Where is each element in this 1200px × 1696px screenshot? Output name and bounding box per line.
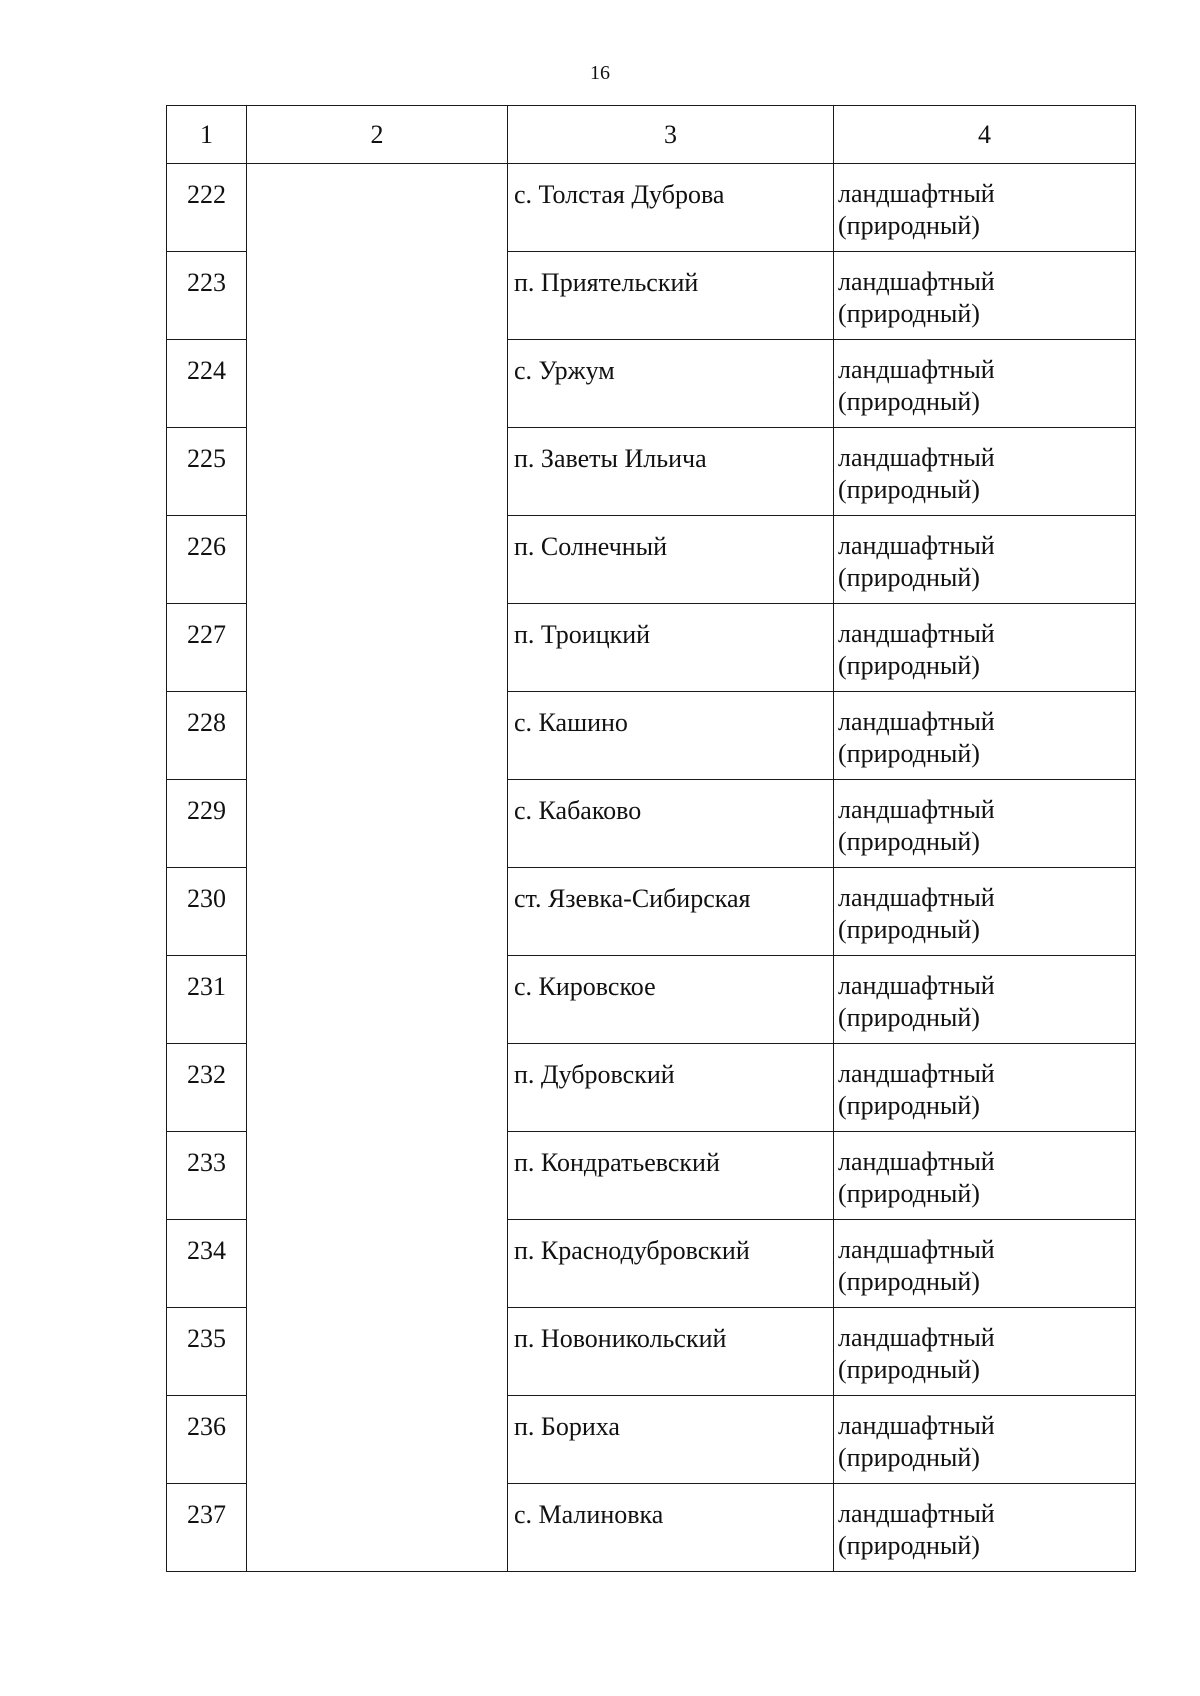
settlement-name: с. Кабаково xyxy=(508,780,834,868)
settlement-name: ст. Язевка-Сибирская xyxy=(508,868,834,956)
landscape-type-line-1: ландшафтный xyxy=(838,267,995,296)
settlement-name: п. Новоникольский xyxy=(508,1308,834,1396)
landscape-type-line-2: (природный) xyxy=(838,1531,980,1560)
landscape-type-line-1: ландшафтный xyxy=(838,619,995,648)
landscape-type-line-2: (природный) xyxy=(838,1267,980,1296)
landscape-type-line-1: ландшафтный xyxy=(838,1147,995,1176)
column-2-merged-cell xyxy=(247,164,508,1572)
landscape-type-line-2: (природный) xyxy=(838,827,980,856)
landscape-type-line-2: (природный) xyxy=(838,915,980,944)
row-number: 232 xyxy=(167,1044,247,1132)
landscape-type xyxy=(834,164,1136,252)
landscape-type xyxy=(834,428,1136,516)
landscape-type-line-2: (природный) xyxy=(838,563,980,592)
landscape-type-line-2: (природный) xyxy=(838,1355,980,1384)
settlement-name: с. Малиновка xyxy=(508,1484,834,1572)
settlement-name: п. Краснодубровский xyxy=(508,1220,834,1308)
settlement-name: п. Приятельский xyxy=(508,252,834,340)
landscape-type xyxy=(834,780,1136,868)
landscape-type-line-2: (природный) xyxy=(838,1443,980,1472)
row-number: 233 xyxy=(167,1132,247,1220)
landscape-type xyxy=(834,340,1136,428)
settlement-name: с. Кашино xyxy=(508,692,834,780)
landscape-type-line-1: ландшафтный xyxy=(838,1411,995,1440)
landscape-type-line-2: (природный) xyxy=(838,299,980,328)
landscape-type xyxy=(834,1044,1136,1132)
row-number: 236 xyxy=(167,1396,247,1484)
landscape-type-line-1: ландшафтный xyxy=(838,443,995,472)
header-col-3: 3 xyxy=(508,106,834,164)
landscape-type xyxy=(834,516,1136,604)
landscape-type xyxy=(834,1308,1136,1396)
row-number: 234 xyxy=(167,1220,247,1308)
document-table xyxy=(166,105,1136,1572)
table-row xyxy=(167,164,1136,252)
row-number: 225 xyxy=(167,428,247,516)
landscape-type-line-1: ландшафтный xyxy=(838,1059,995,1088)
row-number: 231 xyxy=(167,956,247,1044)
settlement-name: с. Толстая Дуброва xyxy=(508,164,834,252)
landscape-type-line-1: ландшафтный xyxy=(838,531,995,560)
header-col-2: 2 xyxy=(247,106,508,164)
settlement-name: с. Уржум xyxy=(508,340,834,428)
settlement-name: п. Бориха xyxy=(508,1396,834,1484)
landscape-type-line-2: (природный) xyxy=(838,1003,980,1032)
landscape-type-line-2: (природный) xyxy=(838,1179,980,1208)
table-body xyxy=(167,164,1136,1572)
landscape-type xyxy=(834,1484,1136,1572)
landscape-type-line-1: ландшафтный xyxy=(838,707,995,736)
landscape-type-line-2: (природный) xyxy=(838,651,980,680)
row-number: 228 xyxy=(167,692,247,780)
landscape-type-line-2: (природный) xyxy=(838,739,980,768)
landscape-type-line-2: (природный) xyxy=(838,475,980,504)
settlement-name: п. Кондратьевский xyxy=(508,1132,834,1220)
landscape-type-line-1: ландшафтный xyxy=(838,971,995,1000)
landscape-type xyxy=(834,252,1136,340)
landscape-type xyxy=(834,692,1136,780)
page-number: 16 xyxy=(590,62,610,84)
row-number: 222 xyxy=(167,164,247,252)
landscape-type xyxy=(834,956,1136,1044)
landscape-type-line-1: ландшафтный xyxy=(838,1499,995,1528)
landscape-type-line-1: ландшафтный xyxy=(838,1235,995,1264)
row-number: 237 xyxy=(167,1484,247,1572)
table-header-row xyxy=(167,106,1136,164)
settlement-name: с. Кировское xyxy=(508,956,834,1044)
settlement-name: п. Солнечный xyxy=(508,516,834,604)
landscape-type-line-1: ландшафтный xyxy=(838,883,995,912)
landscape-type xyxy=(834,1220,1136,1308)
landscape-type-line-1: ландшафтный xyxy=(838,1323,995,1352)
row-number: 226 xyxy=(167,516,247,604)
landscape-type xyxy=(834,1396,1136,1484)
landscape-type xyxy=(834,604,1136,692)
row-number: 229 xyxy=(167,780,247,868)
landscape-type-line-1: ландшафтный xyxy=(838,795,995,824)
settlement-name: п. Троицкий xyxy=(508,604,834,692)
settlement-name: п. Заветы Ильича xyxy=(508,428,834,516)
header-col-1: 1 xyxy=(167,106,247,164)
row-number: 230 xyxy=(167,868,247,956)
landscape-type xyxy=(834,868,1136,956)
row-number: 224 xyxy=(167,340,247,428)
row-number: 235 xyxy=(167,1308,247,1396)
landscape-type-line-1: ландшафтный xyxy=(838,179,995,208)
landscape-type-line-1: ландшафтный xyxy=(838,355,995,384)
row-number: 223 xyxy=(167,252,247,340)
header-col-4: 4 xyxy=(834,106,1136,164)
settlement-name: п. Дубровский xyxy=(508,1044,834,1132)
landscape-type-line-2: (природный) xyxy=(838,211,980,240)
landscape-type xyxy=(834,1132,1136,1220)
landscape-type-line-2: (природный) xyxy=(838,387,980,416)
landscape-type-line-2: (природный) xyxy=(838,1091,980,1120)
row-number: 227 xyxy=(167,604,247,692)
